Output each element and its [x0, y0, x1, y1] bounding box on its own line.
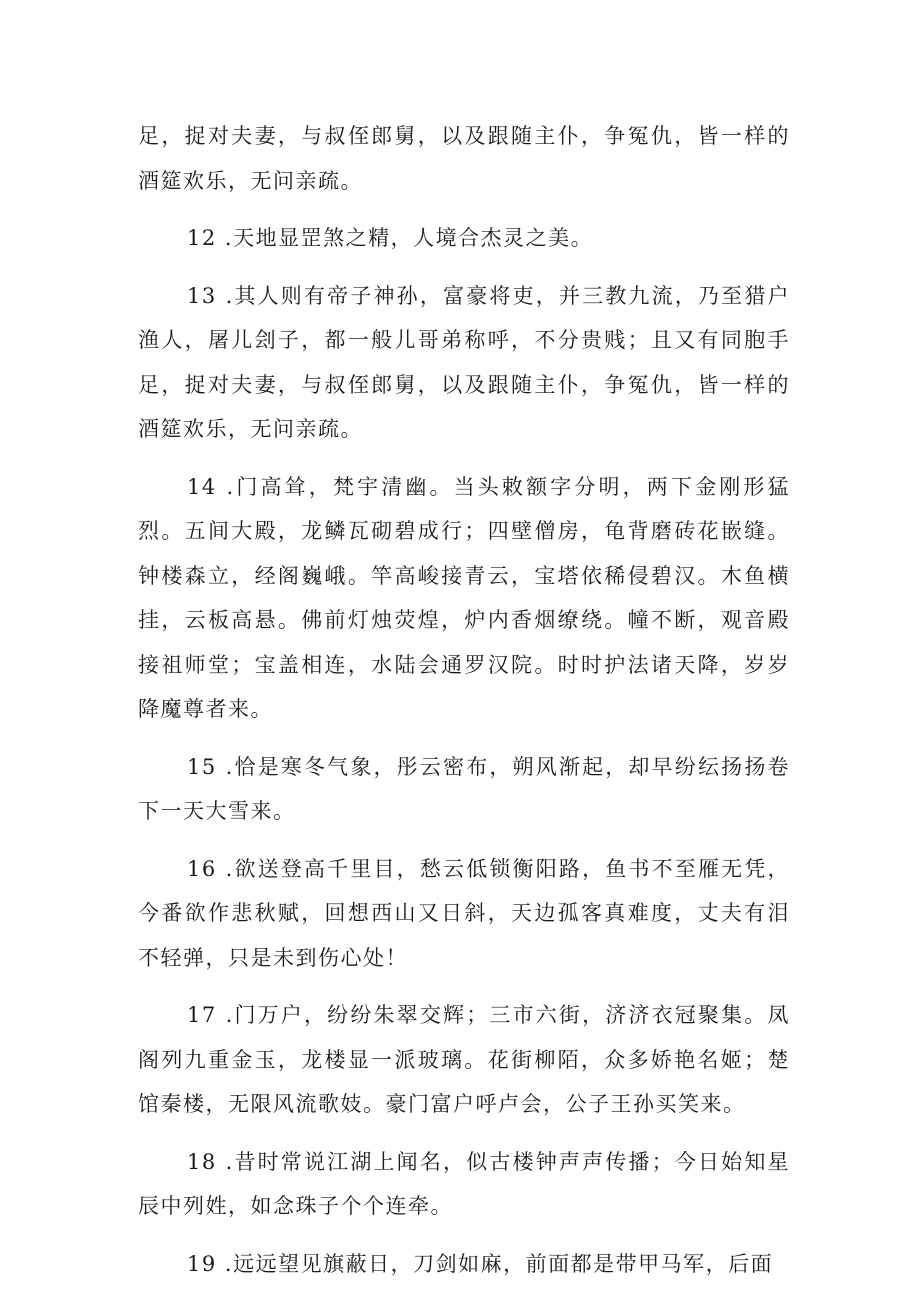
paragraph-text: 门高耸，梵宇清幽。当头敕额字分明，两下金刚形猛烈。五间大殿，龙鳞瓦砌碧成行；四壁僧房，龟背磨砖花嵌缝。钟楼森立，经阁巍峨。竿高峻接青云，宝塔依稀侵碧汉。木鱼横挂，云板高悬。佛前灯烛荧煌，炉内香烟缭绕。幢不断，观音殿接祖师堂；宝盖相连，水陆会通罗汉院。时时护法诸天降，岁岁降魔尊者来。	[138, 474, 790, 721]
paragraph-text: 其人则有帝子神孙，富豪将吏，并三教九流，乃至猎户渔人，屠儿刽子，都一般儿哥弟称呼，不分贵贱；且又有同胞手足，捉对夫妻，与叔侄郎舅，以及跟随主仆，争冤仇，皆一样的酒筵欢乐，无问亲疏。	[138, 283, 790, 441]
paragraph-text: 天地显罡煞之精，人境合杰灵之美。	[233, 226, 594, 250]
number-separator: .	[216, 1003, 234, 1027]
paragraph-text: 足，捉对夫妻，与叔侄郎舅，以及跟随主仆，争冤仇，皆一样的酒筵欢乐，无问亲疏。	[138, 124, 790, 193]
paragraph-number: 16	[187, 856, 217, 881]
paragraph-text: 远远望见旗蔽日，刀剑如麻，前面都是带甲马军，后面	[233, 1251, 774, 1276]
number-separator: .	[216, 1251, 234, 1276]
paragraph-number: 19	[187, 1251, 217, 1276]
paragraph-text: 门万户，纷纷朱翠交辉；三市六街，济济衣冠聚集。凤阁列九重金玉，龙楼显一派玻璃。花街柳陌，众多娇艳名姬；楚馆秦楼，无限风流歌妓。豪门富户呼卢会，公子王孙买笑来。	[138, 1003, 790, 1116]
number-separator: .	[216, 474, 235, 499]
number-separator: .	[216, 754, 234, 779]
paragraph-number: 15	[187, 754, 217, 779]
paragraph-text: 昔时常说江湖上闻名，似古楼钟声声传播；今日始知星辰中列姓，如念珠子个个连牵。	[138, 1149, 790, 1218]
paragraph-text: 欲送登高千里目，愁云低锁衡阳路，鱼书不至雁无凭，今番欲作悲秋赋，回想西山又日斜，天边孤客真难度，丈夫有泪不轻弹，只是未到伤心处！	[138, 856, 790, 970]
paragraph-18	[138, 1140, 790, 1229]
paragraph-14	[138, 465, 790, 732]
paragraph-19	[138, 1242, 790, 1287]
paragraph-13	[138, 274, 790, 452]
paragraph-number: 17	[187, 1003, 217, 1027]
paragraph-17	[138, 993, 790, 1127]
document-page	[138, 114, 790, 1299]
paragraph-continued	[138, 114, 790, 203]
paragraph-text: 恰是寒冬气象，彤云密布，朔风渐起，却早纷纭扬扬卷下一天大雪来。	[138, 754, 790, 823]
paragraph-16	[138, 847, 790, 981]
paragraph-12	[138, 216, 790, 261]
paragraph-number: 13	[187, 283, 217, 308]
number-separator: .	[216, 283, 234, 308]
paragraph-number: 12	[187, 226, 217, 250]
number-separator: .	[216, 226, 234, 250]
number-separator: .	[216, 856, 234, 881]
paragraph-number: 14	[187, 474, 217, 499]
paragraph-number: 18	[187, 1149, 217, 1174]
paragraph-15	[138, 745, 790, 834]
number-separator: .	[216, 1149, 234, 1174]
